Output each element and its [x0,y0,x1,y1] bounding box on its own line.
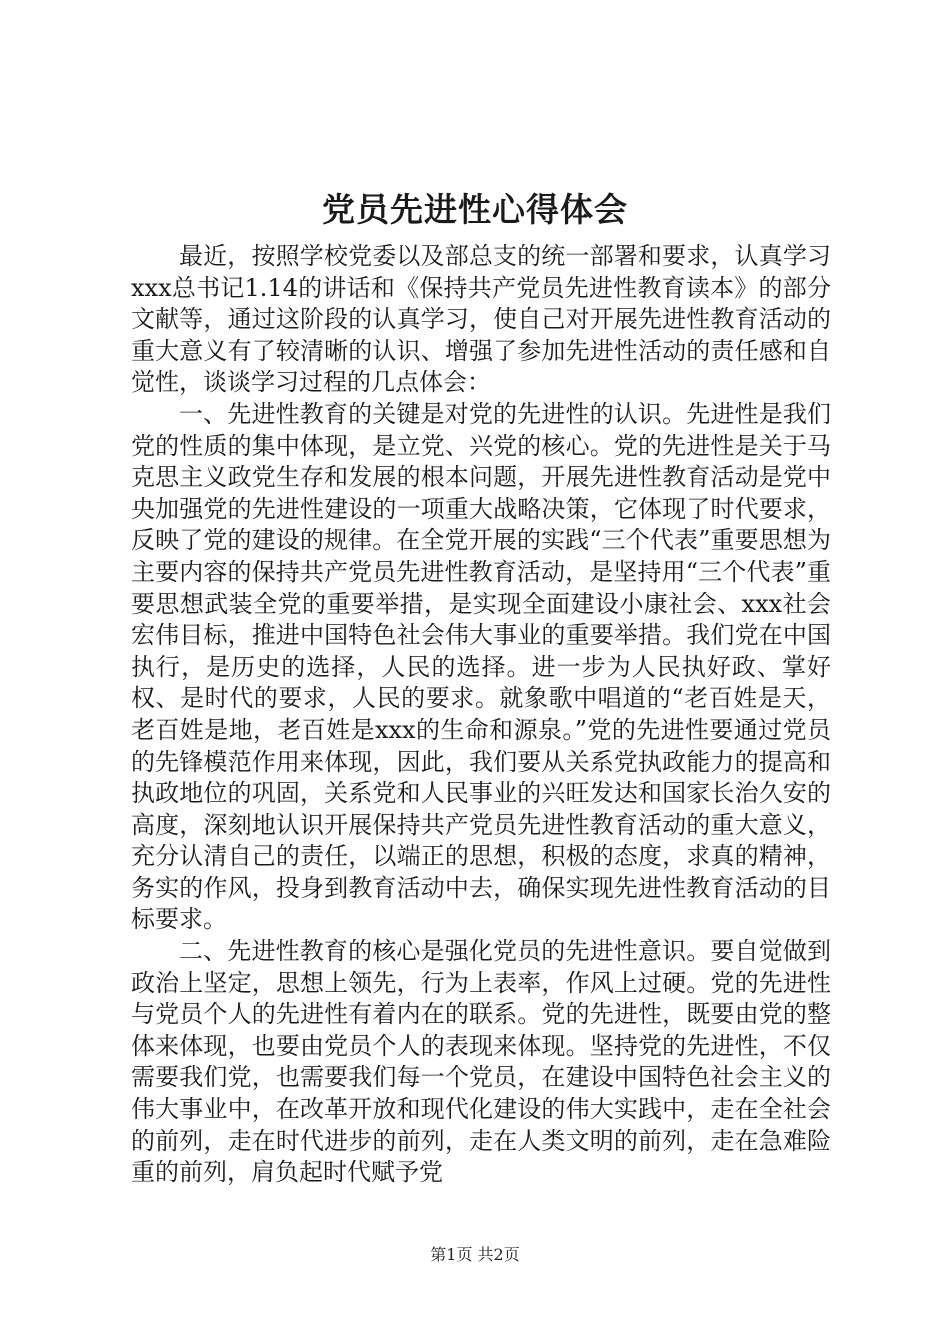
paragraph-intro: 最近，按照学校党委以及部总支的统一部署和要求，认真学习xxx总书记1.14的讲话和《保持共产党员先进性教育读本》的部分文献等，通过这阶段的认真学习，使自己对开展先进性教育活动的重大意义有了较清晰的认识、增强了参加先进性活动的责任感和自觉性，谈谈学习过程的几点体会： [131,242,831,397]
page-footer: 第1页 共2页 [430,1245,520,1264]
document-title: 党员先进性心得体会 [322,190,628,229]
paragraph-section-two: 二、先进性教育的核心是强化党员的先进性意识。要自觉做到政治上坚定，思想上领先，行为上表率，作风上过硬。党的先进性与党员个人的先进性有着内在的联系。党的先进性，既要由党的整体来体现，也要由党员个人的表现来体现。坚持党的先进性，不仅需要我们党，也需要我们每一个党员，在建设中国特色社会主义的伟大事业中，在改革开放和现代化建设的伟大实践中，走在全社会的前列，走在时代进步的前列，走在人类文明的前列，走在急难险重的前列，肩负起时代赋予党 [131,937,831,1187]
document-body [131,241,831,1189]
paragraph-section-one: 一、先进性教育的关键是对党的先进性的认识。先进性是我们党的性质的集中体现，是立党、兴党的核心。党的先进性是关于马克思主义政党生存和发展的根本问题，开展先进性教育活动是党中央加强党的先进性建设的一项重大战略决策，它体现了时代要求，反映了党的建设的规律。在全党开展的实践“三个代表”重要思想为主要内容的保持共产党员先进性教育活动，是坚持用“三个代表”重要思想武装全党的重要举措，是实现全面建设小康社会、xxx社会宏伟目标，推进中国特色社会伟大事业的重要举措。我们党在中国执行，是历史的选择，人民的选择。进一步为人民执好政、掌好权、是时代的要求，人民的要求。就象歌中唱道的“老百姓是天，老百姓是地，老百姓是xxx的生命和源泉。”党的先进性要通过党员的先锋模范作用来体现，因此，我们要从关系党执政能力的提高和执政地位的巩固，关系党和人民事业的兴旺发达和国家长治久安的高度，深刻地认识开展保持共产党员先进性教育活动的重大意义，充分认清自己的责任，以端正的思想，积极的态度，求真的精神，务实的作风，投身到教育活动中去，确保实现先进性教育活动的目标要求。 [131,399,831,934]
